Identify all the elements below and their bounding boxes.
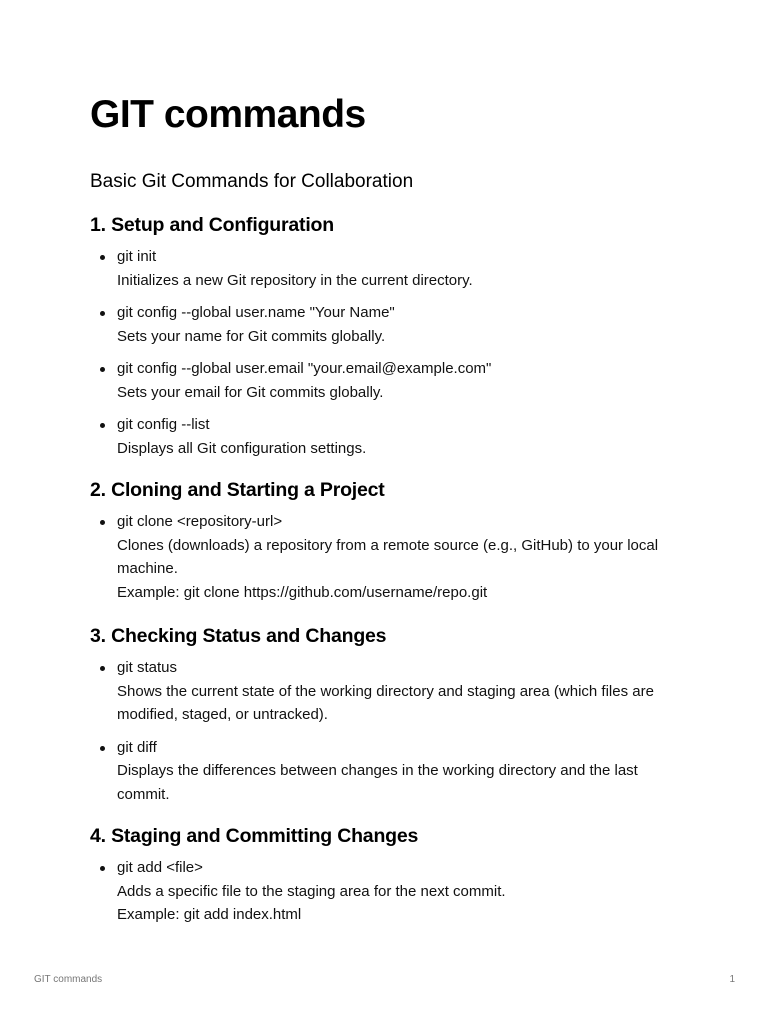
command-text: git add <file>	[117, 859, 203, 876]
command-example: Example: git add index.html	[117, 906, 302, 923]
list-item	[90, 301, 690, 348]
section-heading: 2. Cloning and Starting a Project	[90, 479, 385, 501]
section-status-changes	[90, 622, 690, 806]
page-title: GIT commands	[90, 93, 366, 136]
command-example: Example: git clone https://github.com/username/repo.git	[117, 583, 488, 601]
list-item	[90, 357, 690, 404]
command-description: Clones (downloads) a repository from a remote source (e.g., GitHub) to your local machine.	[117, 536, 659, 577]
document-subtitle: Basic Git Commands for Collaboration	[90, 171, 414, 192]
command-text: git config --global user.name "Your Name"	[117, 304, 395, 321]
command-text: git clone <repository-url>	[117, 513, 283, 530]
command-description: Displays all Git configuration settings.	[117, 439, 367, 457]
list-item	[90, 736, 690, 807]
list-item	[90, 856, 690, 927]
command-description: Sets your name for Git commits globally.	[117, 327, 386, 345]
list-item	[90, 245, 690, 292]
list-item	[90, 656, 690, 727]
command-list	[90, 510, 690, 604]
command-text: git diff	[117, 738, 157, 756]
section-setup-configuration	[90, 211, 690, 460]
command-text: git init	[117, 248, 157, 265]
command-list	[90, 856, 690, 927]
command-description: Initializes a new Git repository in the current directory.	[117, 271, 473, 289]
section-heading: 3. Checking Status and Changes	[90, 625, 387, 647]
section-staging-committing	[90, 822, 690, 927]
command-description: Adds a specific file to the staging area for the next commit.	[117, 882, 506, 900]
command-text: git config --global user.email "your.email@example.com"	[117, 360, 492, 377]
command-description: Sets your email for Git commits globally.	[117, 383, 384, 401]
command-list	[90, 245, 690, 460]
command-text: git config --list	[117, 416, 210, 433]
section-cloning-project	[90, 476, 690, 604]
list-item	[90, 413, 690, 460]
command-text: git status	[117, 659, 178, 676]
list-item	[90, 510, 690, 604]
command-description: Shows the current state of the working directory and staging area (which files are modified, staged, or untracked).	[117, 682, 654, 723]
section-heading: 4. Staging and Committing Changes	[90, 825, 419, 847]
command-list	[90, 656, 690, 806]
footer-document-name: GIT commands	[34, 974, 103, 985]
section-heading: 1. Setup and Configuration	[90, 214, 334, 236]
command-description: Displays the differences between changes in the working directory and the last commit.	[117, 762, 638, 803]
footer-page-number: 1	[729, 974, 735, 985]
